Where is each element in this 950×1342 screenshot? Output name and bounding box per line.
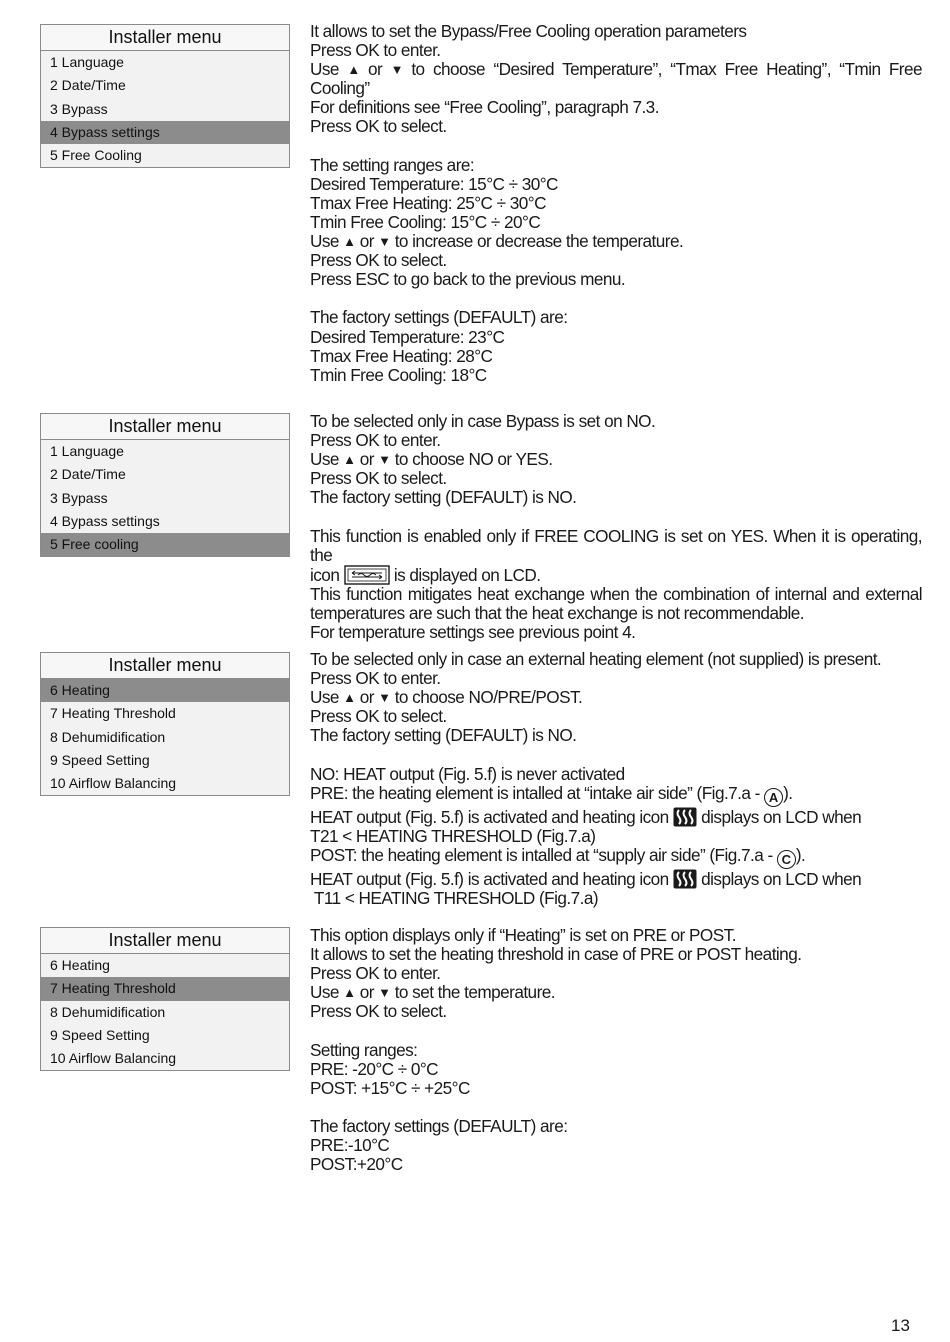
heating-icon xyxy=(673,807,697,827)
up-arrow-icon: ▲ xyxy=(343,234,356,250)
text-line: Press OK to select. xyxy=(310,1001,447,1022)
text-line: The factory settings (DEFAULT) are: xyxy=(310,1115,568,1136)
text-line: T21 < HEATING THRESHOLD (Fig.7.a) xyxy=(310,825,596,846)
down-arrow-icon: ▼ xyxy=(378,690,391,706)
text-line: Press OK to select. xyxy=(310,706,447,727)
up-arrow-icon: ▲ xyxy=(343,452,356,468)
down-arrow-icon: ▼ xyxy=(378,452,391,468)
text-line: Press OK to enter. xyxy=(310,430,441,451)
text-line: PRE:-10°C xyxy=(310,1135,390,1156)
text-line: Tmax Free Heating: 25°C ÷ 30°C xyxy=(310,192,546,213)
text-line: POST:+20°C xyxy=(310,1154,403,1175)
menu-title: Installer menu xyxy=(41,928,289,954)
menu-item-free-cooling: 5 Free cooling xyxy=(41,533,289,556)
menu-item-language: 1 Language xyxy=(50,54,124,70)
text-line: Press OK to select. xyxy=(310,116,447,137)
text-line: To be selected only in case Bypass is set on NO. xyxy=(310,411,656,431)
installer-menu-1 xyxy=(40,24,290,168)
text-line: POST: the heating element is intalled at “supply air side” (Fig.7.a - C ). xyxy=(310,844,806,867)
text-line: Use ▲ or ▼ to increase or decrease the temperature. xyxy=(310,231,684,252)
text-line: The setting ranges are: xyxy=(310,154,475,175)
menu-item-dehumidification: 8 Dehumidification xyxy=(50,728,166,745)
installer-menu-4 xyxy=(40,927,290,1071)
menu-item-airflow-balancing: 10 Airflow Balancing xyxy=(50,775,177,792)
text-line: For temperature settings see previous point 4. xyxy=(310,622,636,643)
text-line: Use ▲ or ▼ to set the temperature. xyxy=(310,982,555,1003)
text-line: Tmin Free Cooling: 18°C xyxy=(310,364,487,385)
circled-c-icon: C xyxy=(777,850,796,869)
up-arrow-icon: ▲ xyxy=(343,690,356,706)
text-line: Use ▲ or ▼ to choose “Desired Temperature”, “Tmax Free Heating”, “Tmin Free Cooling” xyxy=(310,59,922,99)
page-number: 13 xyxy=(891,1316,910,1335)
text-line: The factory setting (DEFAULT) is NO. xyxy=(310,725,577,746)
text-line: Use ▲ or ▼ to choose NO/PRE/POST. xyxy=(310,687,583,708)
down-arrow-icon: ▼ xyxy=(378,234,391,250)
menu-title: Installer menu xyxy=(41,414,289,440)
menu-item-free-cooling: 5 Free Cooling xyxy=(50,147,142,164)
text-line: This option displays only if “Heating” is set on PRE or POST. xyxy=(310,925,736,945)
text-line: It allows to set the Bypass/Free Cooling operation parameters xyxy=(310,21,747,41)
text-line: Tmax Free Heating: 28°C xyxy=(310,345,493,366)
menu-item-airflow-balancing: 10 Airflow Balancing xyxy=(50,1050,177,1067)
text-line: icon is displayed on LCD. xyxy=(310,564,541,585)
text-line: PRE: the heating element is intalled at “intake air side” (Fig.7.a - A ). xyxy=(310,782,793,805)
menu-item-bypass-settings: 4 Bypass settings xyxy=(50,512,160,529)
menu-item-heating-threshold: 7 Heating Threshold xyxy=(41,977,289,1000)
menu-item-language: 1 Language xyxy=(50,443,124,459)
installer-menu-3 xyxy=(40,652,290,796)
text-line: To be selected only in case an external heating element (not supplied) is present. xyxy=(310,649,882,669)
text-line: Press OK to enter. xyxy=(310,963,441,984)
text-line: Press OK to enter. xyxy=(310,40,441,61)
text-line: Desired Temperature: 15°C ÷ 30°C xyxy=(310,173,558,194)
text-line: HEAT output (Fig. 5.f) is activated and heating icon displays on LCD when xyxy=(310,868,862,889)
text-line: It allows to set the heating threshold in case of PRE or POST heating. xyxy=(310,944,802,965)
text-line: NO: HEAT output (Fig. 5.f) is never activated xyxy=(310,763,625,784)
menu-item-bypass-settings: 4 Bypass settings xyxy=(41,121,289,144)
menu-item-date-time: 2 Date/Time xyxy=(50,77,126,94)
text-line: Press OK to enter. xyxy=(310,668,441,689)
bypass-settings-description xyxy=(310,22,922,385)
heating-description xyxy=(310,650,922,908)
text-line: This function is enabled only if FREE COOLING is set on YES. When it is operating, the xyxy=(310,525,922,565)
text-line: Setting ranges: xyxy=(310,1039,418,1060)
text-line: The factory settings (DEFAULT) are: xyxy=(310,307,568,328)
text-line: This function mitigates heat exchange when the combination of internal and external temperatures are such that the heat exchange is not recommendable. xyxy=(310,583,922,623)
text-line: Desired Temperature: 23°C xyxy=(310,326,505,347)
free-cooling-lcd-icon xyxy=(344,565,390,585)
heating-icon xyxy=(673,869,697,889)
text-line: Press ESC to go back to the previous menu. xyxy=(310,269,626,290)
heating-threshold-description xyxy=(310,926,922,1174)
up-arrow-icon: ▲ xyxy=(343,985,356,1001)
menu-item-speed-setting: 9 Speed Setting xyxy=(50,1026,150,1043)
text-line: Press OK to select. xyxy=(310,250,447,271)
menu-item-bypass: 3 Bypass xyxy=(50,100,108,117)
down-arrow-icon: ▼ xyxy=(378,985,391,1001)
menu-item-date-time: 2 Date/Time xyxy=(50,466,126,483)
circled-a-icon: A xyxy=(764,788,783,807)
free-cooling-description xyxy=(310,412,922,642)
menu-item-bypass: 3 Bypass xyxy=(50,489,108,506)
text-line: Use ▲ or ▼ to choose NO or YES. xyxy=(310,449,553,470)
menu-title: Installer menu xyxy=(41,25,289,51)
menu-item-heating: 6 Heating xyxy=(50,957,110,973)
text-line: Tmin Free Cooling: 15°C ÷ 20°C xyxy=(310,211,541,232)
text-line: Press OK to select. xyxy=(310,468,447,489)
text-line: POST: +15°C ÷ +25°C xyxy=(310,1077,470,1098)
down-arrow-icon: ▼ xyxy=(390,62,403,78)
text-line: HEAT output (Fig. 5.f) is activated and heating icon displays on LCD when xyxy=(310,806,862,827)
text-line: For definitions see “Free Cooling”, paragraph 7.3. xyxy=(310,97,659,118)
menu-title: Installer menu xyxy=(41,653,289,679)
installer-menu-2 xyxy=(40,413,290,557)
text-line: The factory setting (DEFAULT) is NO. xyxy=(310,487,577,508)
menu-item-heating: 6 Heating xyxy=(41,679,289,702)
menu-item-dehumidification: 8 Dehumidification xyxy=(50,1003,166,1020)
menu-item-heating-threshold: 7 Heating Threshold xyxy=(50,705,176,722)
text-line: T11 < HEATING THRESHOLD (Fig.7.a) xyxy=(310,887,599,908)
text-line: PRE: -20°C ÷ 0°C xyxy=(310,1058,439,1079)
up-arrow-icon: ▲ xyxy=(347,62,360,78)
menu-item-speed-setting: 9 Speed Setting xyxy=(50,751,150,768)
